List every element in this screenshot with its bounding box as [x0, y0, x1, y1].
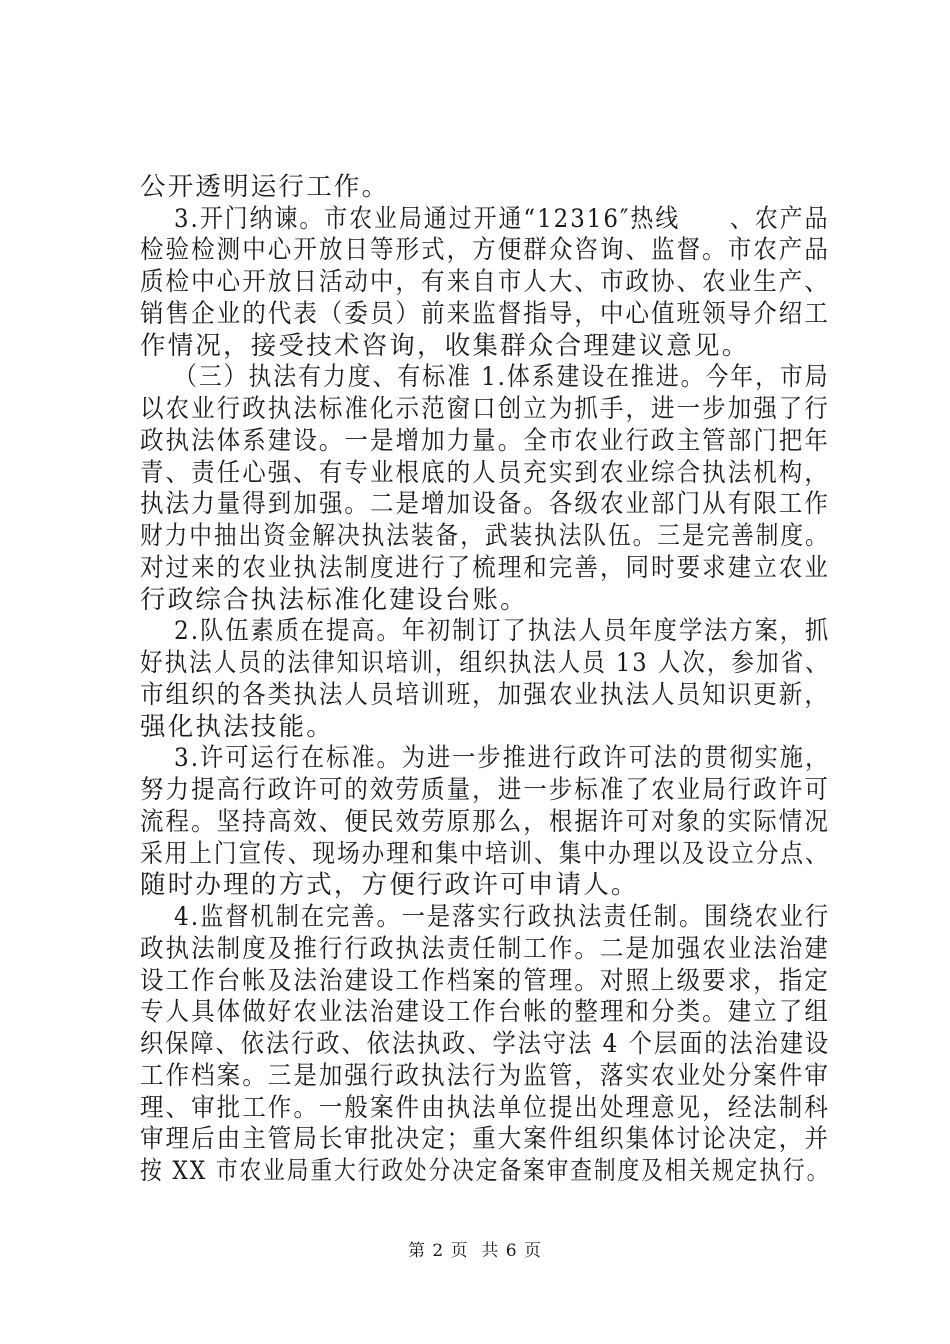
page-number-label: 第 2 页 共 6 页: [407, 1241, 543, 1261]
text-line: 努力提高行政许可的效劳质量，进一步标准了农业局行政许可: [140, 775, 830, 806]
text-line: 随时办理的方式，方便行政许可申请人。: [140, 870, 639, 901]
text-line: 青、责任心强、有专业根底的人员充实到农业综合执法机构，: [140, 457, 830, 488]
text-line: 检验检测中心开放日等形式，方便群众咨询、监督。市农产品: [140, 235, 830, 266]
text-line: 按 XX 市农业局重大行政处分决定备案审查制度及相关规定执行。: [140, 1156, 831, 1186]
text-line: 4.监督机制在完善。一是落实行政执法责任制。围绕农业行: [174, 902, 831, 933]
text-line: 财力中抽出资金解决执法装备，武装执法队伍。三是完善制度。: [140, 521, 830, 552]
text-line: （三）执法有力度、有标准 1.体系建设在推进。今年，市局: [174, 362, 830, 393]
text-line: 流程。坚持高效、便民效劳原那么，根据许可对象的实际情况: [140, 806, 830, 837]
text-line: 工作档案。三是加强行政执法行为监管，落实农业处分案件审: [140, 1060, 830, 1091]
text-line: 织保障、依法行政、依法执政、学法守法 4 个层面的法治建设: [140, 1029, 831, 1060]
text-line: 市组织的各类执法人员培训班，加强农业执法人员知识更新，: [140, 679, 830, 710]
text-line: 理、审批工作。一般案件由执法单位提出处理意见，经法制科: [140, 1092, 830, 1123]
text-line: 销售企业的代表（委员）前来监督指导，中心值班领导介绍工: [140, 298, 830, 329]
text-line: 执法力量得到加强。二是增加设备。各级农业部门从有限工作: [140, 489, 830, 520]
text-line: 好执法人员的法律知识培训，组织执法人员 13 人次，参加省、: [140, 648, 830, 679]
text-line: 设工作台帐及法治建设工作档案的管理。对照上级要求，指定: [140, 965, 830, 996]
text-line: 对过来的农业执法制度进行了梳理和完善，同时要求建立农业: [140, 552, 830, 583]
text-line: 政执法制度及推行行政执法责任制工作。二是加强农业法治建: [140, 933, 830, 964]
text-line: 审理后由主管局长审批决定；重大案件组织集体讨论决定，并: [140, 1124, 830, 1155]
text-line: 采用上门宣传、现场办理和集中培训、集中办理以及设立分点、: [140, 838, 830, 869]
text-line: 专人具体做好农业法治建设工作台帐的整理和分类。建立了组: [140, 997, 830, 1028]
text-line: 公开透明运行工作。: [140, 172, 390, 202]
text-line: 行政综合执法标准化建设台账。: [140, 584, 528, 615]
text-line: 以农业行政执法标准化示范窗口创立为抓手，进一步加强了行: [140, 394, 830, 425]
text-line: 作情况，接受技术咨询，收集群众合理建议意见。: [140, 330, 750, 361]
text-line: 3.许可运行在标准。为进一步推进行政许可法的贯彻实施，: [174, 743, 831, 774]
text-line: 2.队伍素质在提高。年初制订了执法人员年度学法方案，抓: [174, 616, 831, 647]
text-line: 质检中心开放日活动中，有来自市人大、市政协、农业生产、: [140, 267, 830, 298]
text-line: 3.开门纳谏。市农业局通过开通“12316″热线 、农产品: [174, 203, 830, 234]
text-line: 强化执法技能。: [140, 711, 334, 742]
text-line: 政执法体系建设。一是增加力量。全市农业行政主管部门把年: [140, 425, 830, 456]
page-footer: [0, 1239, 950, 1263]
